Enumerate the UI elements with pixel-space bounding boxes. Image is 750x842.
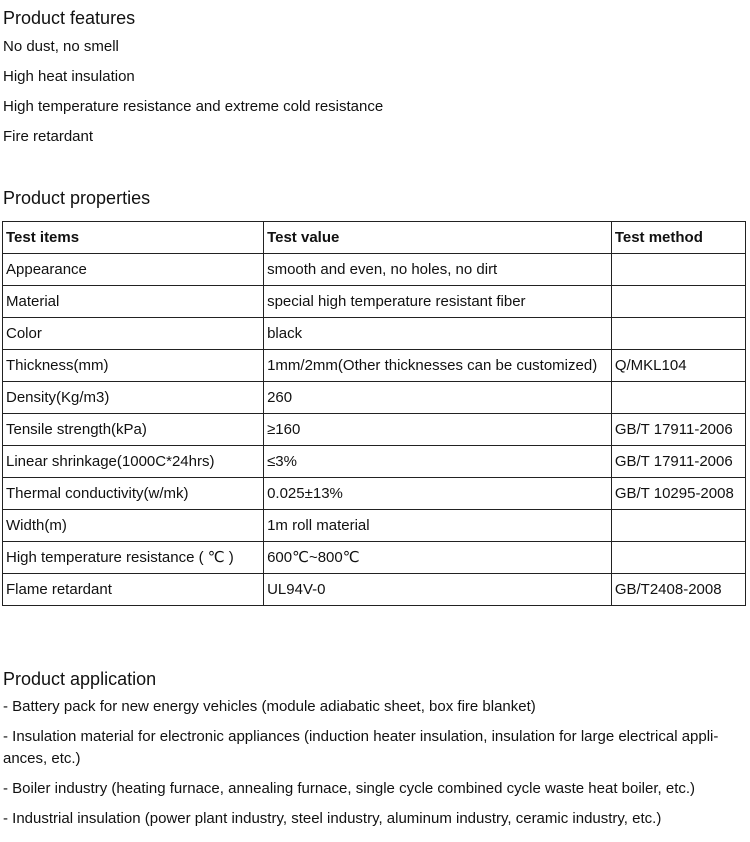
table-row: [3, 446, 746, 478]
cell-item: Color: [3, 318, 264, 350]
cell-method: GB/T2408-2008: [611, 574, 745, 606]
cell-value: smooth and even, no holes, no dirt: [264, 254, 612, 286]
cell-method: [611, 510, 745, 542]
feature-item: High temperature resistance and extreme cold resistance: [3, 98, 384, 115]
properties-table: [2, 221, 746, 606]
cell-method: GB/T 17911-2006: [611, 414, 745, 446]
header-test-items: Test items: [3, 222, 264, 254]
application-item: - Battery pack for new energy vehicles (module adiabatic sheet, box fire blanket): [3, 698, 536, 715]
cell-method: [611, 254, 745, 286]
table-header-row: [3, 222, 746, 254]
header-test-method: Test method: [611, 222, 745, 254]
cell-value: UL94V-0: [264, 574, 612, 606]
cell-value: special high temperature resistant fiber: [264, 286, 612, 318]
cell-item: Linear shrinkage(1000C*24hrs): [3, 446, 264, 478]
application-heading: Product application: [3, 669, 157, 689]
table-row: [3, 318, 746, 350]
cell-item: Density(Kg/m3): [3, 382, 264, 414]
cell-value: 1mm/2mm(Other thicknesses can be customized): [264, 350, 612, 382]
cell-item: High temperature resistance ( ℃ ): [3, 542, 264, 574]
feature-item: High heat insulation: [3, 68, 135, 85]
cell-item: Tensile strength(kPa): [3, 414, 264, 446]
cell-item: Thickness(mm): [3, 350, 264, 382]
cell-method: [611, 382, 745, 414]
features-heading: Product features: [3, 8, 136, 28]
table-row: [3, 542, 746, 574]
feature-item: Fire retardant: [3, 128, 94, 145]
cell-item: Width(m): [3, 510, 264, 542]
cell-method: [611, 542, 745, 574]
cell-method: GB/T 17911-2006: [611, 446, 745, 478]
cell-value: ≤3%: [264, 446, 612, 478]
application-item-continued: ances, etc.): [3, 750, 81, 767]
table-row: [3, 510, 746, 542]
table-row: [3, 574, 746, 606]
cell-value: 600℃~800℃: [264, 542, 612, 574]
cell-item: Material: [3, 286, 264, 318]
application-item: - Boiler industry (heating furnace, annealing furnace, single cycle combined cycle waste heat boiler, etc.): [3, 780, 696, 797]
table-row: [3, 286, 746, 318]
table-row: [3, 478, 746, 510]
header-test-value: Test value: [264, 222, 612, 254]
table-row: [3, 254, 746, 286]
cell-method: [611, 286, 745, 318]
cell-item: Flame retardant: [3, 574, 264, 606]
cell-method: [611, 318, 745, 350]
feature-item: No dust, no smell: [3, 38, 119, 55]
cell-item: Appearance: [3, 254, 264, 286]
application-item: - Insulation material for electronic appliances (induction heater insulation, insulation for large electrical appli-: [3, 728, 719, 745]
cell-value: 260: [264, 382, 612, 414]
table-row: [3, 414, 746, 446]
cell-value: 0.025±13%: [264, 478, 612, 510]
cell-method: GB/T 10295-2008: [611, 478, 745, 510]
cell-method: Q/MKL104: [611, 350, 745, 382]
table-row: [3, 350, 746, 382]
properties-heading: Product properties: [3, 188, 151, 208]
application-item: - Industrial insulation (power plant industry, steel industry, aluminum industry, ceramic industry, etc.): [3, 810, 662, 827]
table-row: [3, 382, 746, 414]
cell-value: black: [264, 318, 612, 350]
cell-item: Thermal conductivity(w/mk): [3, 478, 264, 510]
cell-value: 1m roll material: [264, 510, 612, 542]
cell-value: ≥160: [264, 414, 612, 446]
